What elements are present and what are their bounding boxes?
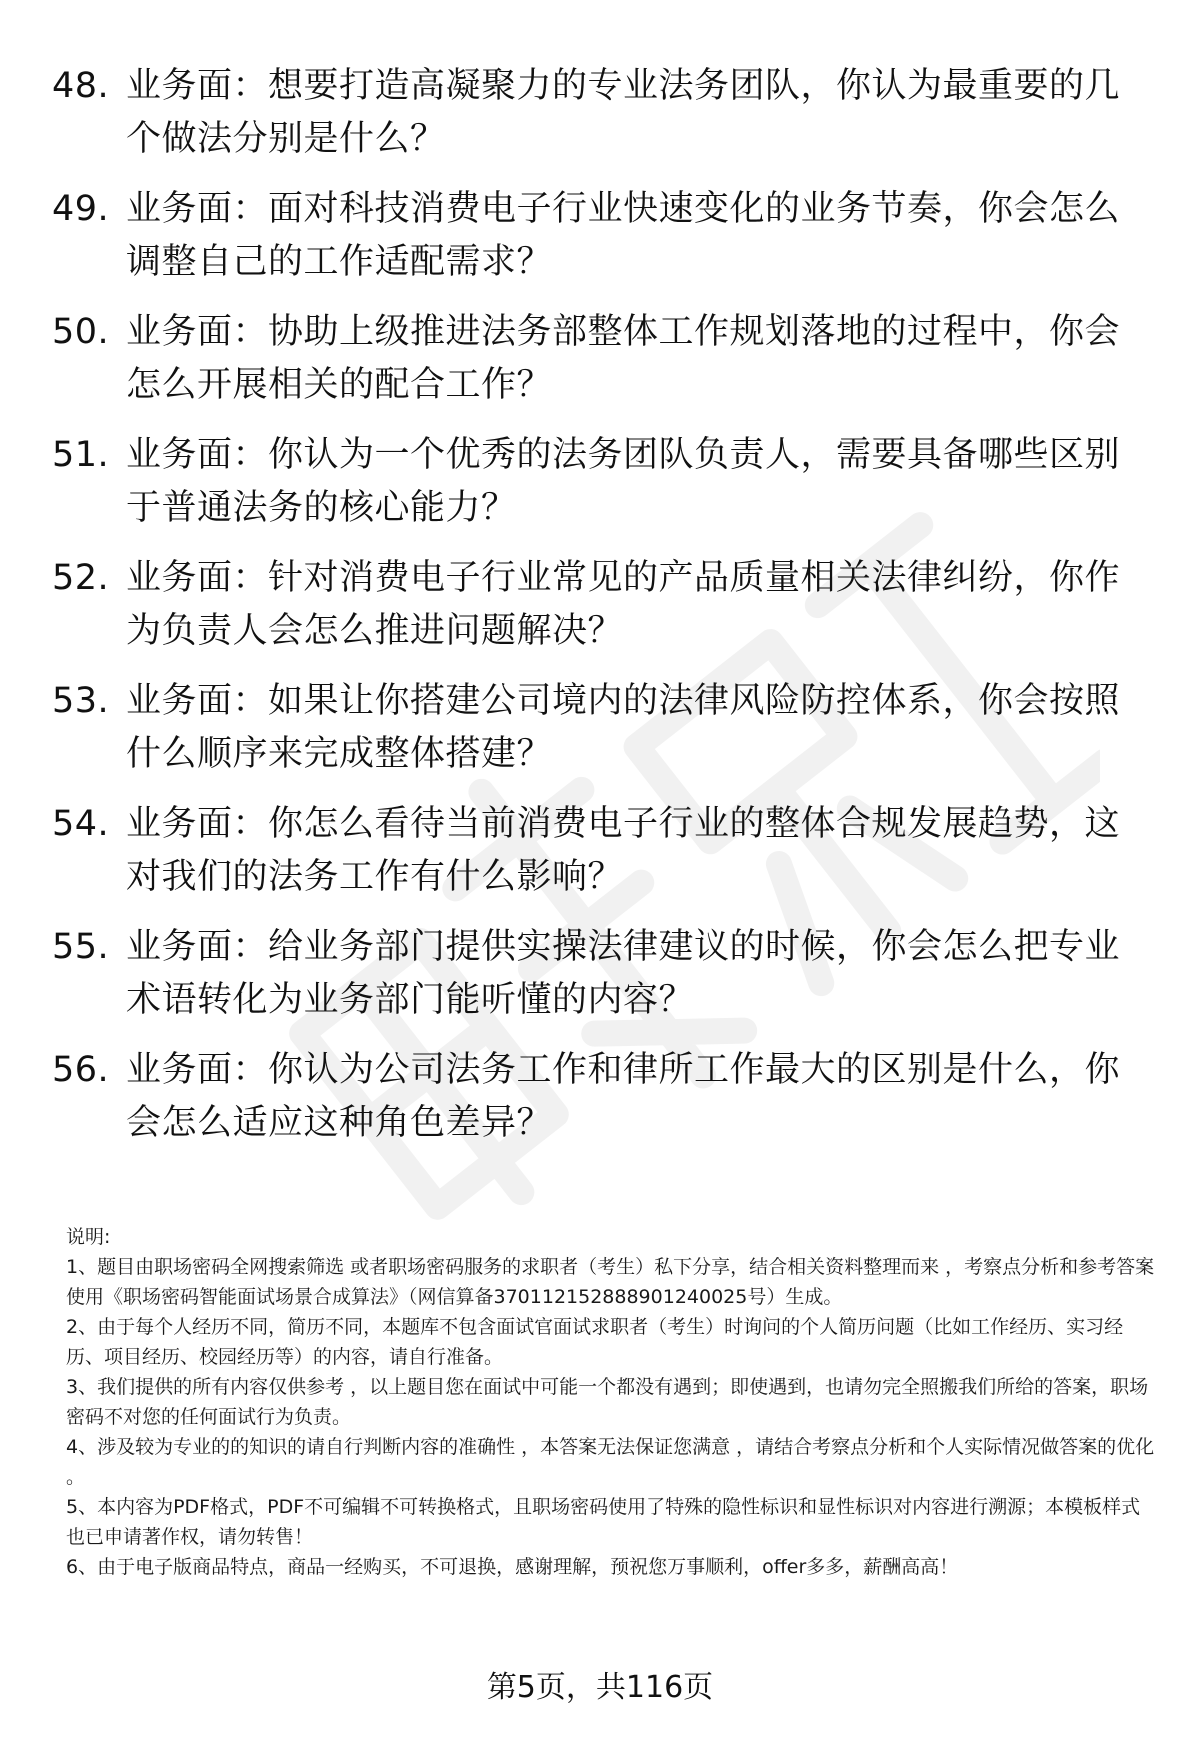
question-text: 业务面：如果让你搭建公司境内的法律风险防控体系，你会按照什么顺序来完成整体搭建？ [126, 681, 1121, 774]
question-text: 业务面：想要打造高凝聚力的专业法务团队，你认为最重要的几个做法分别是什么？ [126, 66, 1121, 159]
question-list [52, 60, 1152, 1167]
question-item [52, 552, 1152, 675]
question-number: 53. [52, 681, 110, 721]
question-item [52, 1044, 1152, 1167]
question-text: 业务面：你认为一个优秀的法务团队负责人，需要具备哪些区别于普通法务的核心能力？ [126, 435, 1121, 528]
question-number: 56. [52, 1050, 110, 1090]
notes-section [66, 1222, 1156, 1582]
note-item: 4、涉及较为专业的的知识的请自行判断内容的准确性 ，本答案无法保证您满意 ，请结合考察点分析和个人实际情况做答案的优化 。 [66, 1436, 1155, 1488]
question-text: 业务面：你怎么看待当前消费电子行业的整体合规发展趋势，这对我们的法务工作有什么影响？ [126, 804, 1121, 897]
note-item: 6、由于电子版商品特点，商品一经购买，不可退换，感谢理解，预祝您万事顺利，offer多多，薪酬高高！ [66, 1556, 959, 1578]
question-text: 业务面：给业务部门提供实操法律建议的时候，你会怎么把专业术语转化为业务部门能听懂的内容？ [126, 927, 1121, 1020]
question-item [52, 921, 1152, 1044]
note-item: 1、题目由职场密码全网搜索筛选 或者职场密码服务的求职者（考生）私下分享，结合相关资料整理而来 ，考察点分析和参考答案使用《职场密码智能面试场景合成算法》（网信算备370112152888901240025号）生成。 [66, 1256, 1155, 1308]
question-number: 54. [52, 804, 110, 844]
question-item [52, 675, 1152, 798]
question-number: 52. [52, 558, 110, 598]
page-number: 第5页，共116页 [486, 1670, 714, 1705]
question-number: 49. [52, 189, 110, 229]
note-item: 5、本内容为PDF格式，PDF不可编辑不可转换格式，且职场密码使用了特殊的隐性标识和显性标识对内容进行溯源；本模板样式也已申请著作权，请勿转售！ [66, 1496, 1141, 1548]
question-number: 48. [52, 66, 110, 106]
question-item [52, 306, 1152, 429]
question-number: 50. [52, 312, 110, 352]
question-text: 业务面：针对消费电子行业常见的产品质量相关法律纠纷，你作为负责人会怎么推进问题解决？ [126, 558, 1121, 651]
question-number: 51. [52, 435, 110, 475]
question-number: 55. [52, 927, 110, 967]
question-text: 业务面：协助上级推进法务部整体工作规划落地的过程中，你会怎么开展相关的配合工作？ [126, 312, 1121, 405]
note-item: 3、我们提供的所有内容仅供参考 ，以上题目您在面试中可能一个都没有遇到；即使遇到，也请勿完全照搬我们所给的答案，职场密码不对您的任何面试行为负责。 [66, 1376, 1149, 1428]
question-item [52, 429, 1152, 552]
notes-title: 说明: [66, 1226, 111, 1248]
question-item [52, 183, 1152, 306]
question-text: 业务面：面对科技消费电子行业快速变化的业务节奏，你会怎么调整自己的工作适配需求？ [126, 189, 1121, 282]
note-item: 2、由于每个人经历不同，简历不同，本题库不包含面试官面试求职者（考生）时询问的个人简历问题（比如工作经历、实习经历、项目经历、校园经历等）的内容，请自行准备。 [66, 1316, 1124, 1368]
question-item [52, 798, 1152, 921]
question-text: 业务面：你认为公司法务工作和律所工作最大的区别是什么，你会怎么适应这种角色差异？ [126, 1050, 1121, 1143]
question-item [52, 60, 1152, 183]
